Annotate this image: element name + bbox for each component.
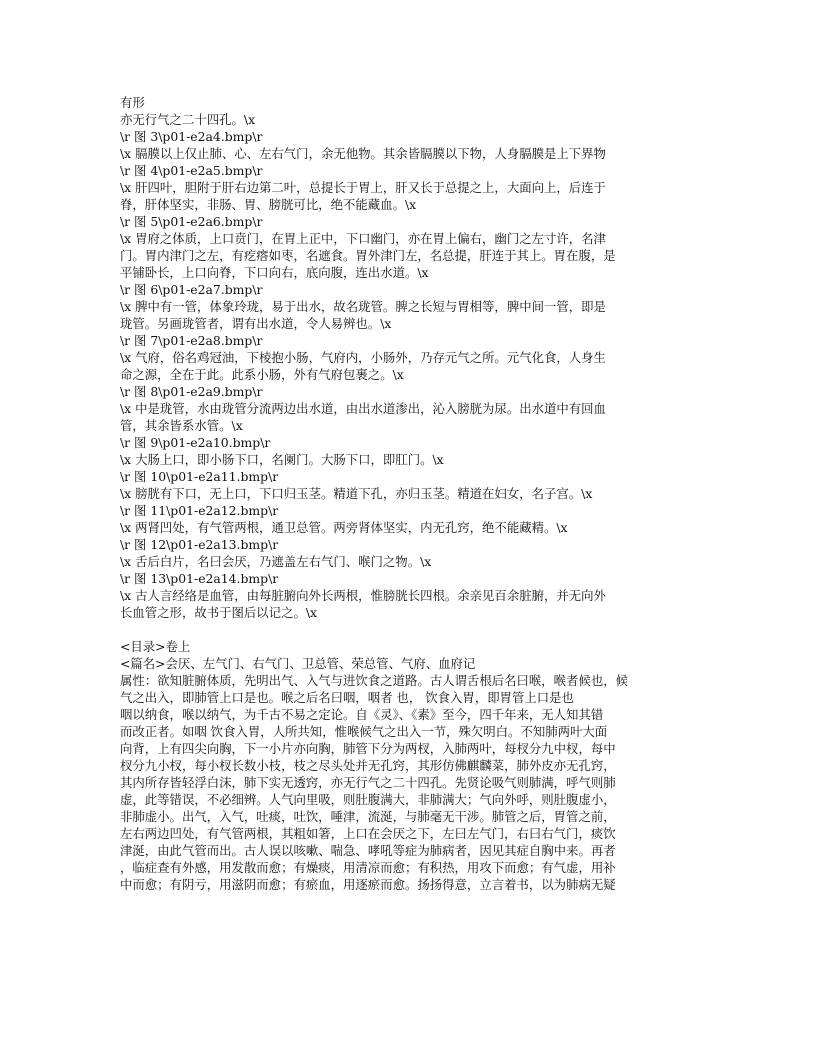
text-line: 津涎，由此气管而出。古人误以咳嗽、喘急、哮吼等症为肺病者，因见其症自胸中来。再者 — [120, 843, 616, 858]
text-line: \x 两肾凹处，有气管两根，通卫总管。两旁肾体坚实，内无孔窍，绝不能藏精。\x — [120, 520, 568, 535]
figure-reference: \r 图 3\p01-e2a4.bmp\r — [120, 129, 263, 144]
text-line: 左右两边凹处，有气管两根，其粗如箸，上口在会厌之下，左曰左气门，右曰右气门，痰饮 — [120, 826, 616, 841]
text-line: \x 膀胱有下口，无上口，下口归玉茎。精道下孔，亦归玉茎。精道在妇女，名子宫。\x — [120, 486, 593, 501]
figure-reference: \r 图 7\p01-e2a8.bmp\r — [120, 333, 263, 348]
text-line: ，临症查有外感，用发散而愈；有燥痰，用清凉而愈；有积热，用攻下而愈；有气虚，用补 — [120, 860, 616, 875]
text-line: \x 胃府之体质，上口贲门，在胃上正中，下口幽门，亦在胃上偏右，幽门之左寸许，名津 — [120, 231, 606, 246]
text-line: 命之源，全在于此。此系小肠，外有气府包裹之。\x — [120, 367, 404, 382]
text-line: \x 气府，俗名鸡冠油，下棱抱小肠，气府内，小肠外，乃存元气之所。元气化食，人身生 — [120, 350, 606, 365]
text-line: 向背，上有四尖向胸，下一小片亦向胸，肺管下分为两杈，入肺两叶，每杈分九中杈，每中 — [120, 741, 616, 756]
table-of-contents-label: <目录>卷上 — [120, 639, 191, 654]
figure-reference: \r 图 10\p01-e2a11.bmp\r — [120, 469, 279, 484]
figure-reference: \r 图 12\p01-e2a13.bmp\r — [120, 537, 279, 552]
text-line: 虚，此等错误，不必细辨。人气向里吸，则肚腹满大，非肺满大；气向外呼，则肚腹虚小， — [120, 792, 616, 807]
text-line: 有形 — [120, 95, 145, 110]
text-line: \x 古人言经络是血管，由每脏腑向外长两根，惟膀胱长四根。余亲见百余脏腑，并无向外 — [120, 588, 606, 603]
figure-reference: \r 图 5\p01-e2a6.bmp\r — [120, 214, 263, 229]
text-line: 气之出入，即肺管上口是也。喉之后名曰咽，咽者 也， 饮食入胃，即胃管上口是也 — [120, 690, 574, 705]
figure-reference: \r 图 13\p01-e2a14.bmp\r — [120, 571, 279, 586]
text-line: 管，其余皆系水管。\x — [120, 418, 243, 433]
text-line: 咽以纳食，喉以纳气，为千古不易之定论。自《灵》、《素》至今，四千年来，无人知其错 — [120, 707, 604, 722]
text-line: \x 大肠上口，即小肠下口，名阑门。大肠下口，即肛门。\x — [120, 452, 444, 467]
text-line: \x 脾中有一管，体象玲珑，易于出水，故名珑管。脾之长短与胃相等，脾中间一管，即是 — [120, 299, 606, 314]
paragraph-gap — [120, 621, 700, 638]
figure-reference: \r 图 4\p01-e2a5.bmp\r — [120, 163, 263, 178]
section-chapter-text — [120, 638, 700, 893]
figure-reference: \r 图 11\p01-e2a12.bmp\r — [120, 503, 279, 518]
figure-reference: \r 图 8\p01-e2a9.bmp\r — [120, 384, 263, 399]
chapter-title: <篇名>会厌、左气门、右气门、卫总管、荣总管、气府、血府记 — [120, 656, 476, 671]
text-line: \x 舌后白片，名曰会厌，乃遮盖左右气门、喉门之物。\x — [120, 554, 432, 569]
text-line: 门。胃内津门之左，有疙瘩如枣，名遮食。胃外津门左，名总提，肝连于其上。胃在腹，是 — [120, 248, 616, 263]
text-line: 杈分九小杈，每小杈长数小枝，枝之尽头处并无孔窍，其形仿佛麒麟菜，肺外皮亦无孔窍， — [120, 758, 616, 773]
text-line: \x 膈膜以上仅止肺、心、左右气门，余无他物。其余皆膈膜以下物，人身膈膜是上下界物 — [120, 146, 606, 161]
figure-reference: \r 图 6\p01-e2a7.bmp\r — [120, 282, 263, 297]
section-figure-notes — [120, 94, 700, 621]
text-line: 属性：欲知脏腑体质，先明出气、入气与进饮食之道路。古人谓舌根后名曰喉，喉者候也，候 — [120, 673, 629, 688]
figure-reference: \r 图 9\p01-e2a10.bmp\r — [120, 435, 271, 450]
document-page — [120, 94, 700, 893]
text-line: 珑管。另画珑管者，谓有出水道，令人易辨也。\x — [120, 316, 392, 331]
text-line: 而改正者。如咽 饮食入胃，人所共知，惟喉候气之出入一节，殊欠明白。不知肺两叶大面 — [120, 724, 608, 739]
text-line: \x 中是珑管，水由珑管分流两边出水道，由出水道渗出，沁入膀胱为尿。出水道中有回血 — [120, 401, 606, 416]
text-line: 平铺卧长，上口向脊，下口向右，底向腹，连出水道。\x — [120, 265, 429, 280]
text-line: 长血管之形，故书于图后以记之。\x — [120, 605, 318, 620]
text-line: 中而愈；有阴亏，用滋阴而愈；有瘀血，用逐瘀而愈。扬扬得意，立言着书，以为肺病无疑 — [120, 877, 616, 892]
text-line: 其内所存皆轻浮白沫，肺下实无透窍，亦无行气之二十四孔。先贤论吸气则肺满，呼气则肺 — [120, 775, 616, 790]
text-line: 非肺虚小。出气，入气，吐痰，吐饮，唾津，流涎，与肺毫无干涉。肺管之后，胃管之前， — [120, 809, 616, 824]
text-line: 脊，肝体坚实，非肠、胃、膀胱可比，绝不能藏血。\x — [120, 197, 417, 212]
text-line: 亦无行气之二十四孔。\x — [120, 112, 256, 127]
text-line: \x 肝四叶，胆附于肝右边第二叶，总提长于胃上，肝又长于总提之上，大面向上，后连于 — [120, 180, 606, 195]
